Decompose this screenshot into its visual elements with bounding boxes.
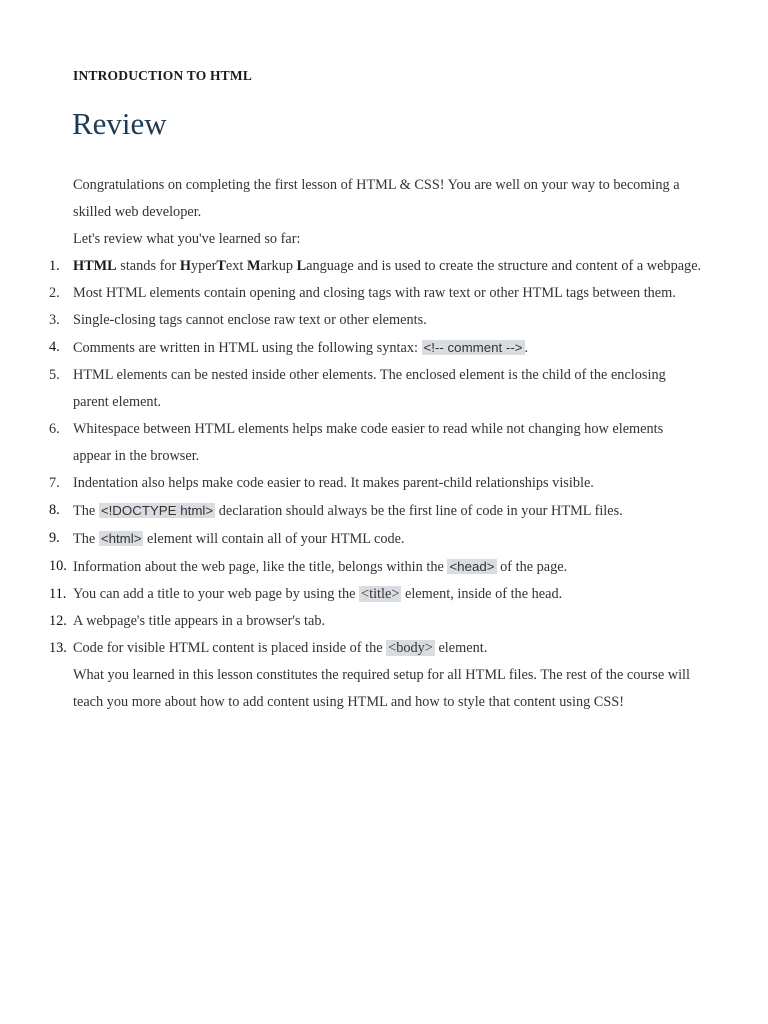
review-list-item [49, 470, 703, 497]
list-item-number: 2. [49, 285, 60, 301]
bold-text: L [296, 258, 307, 274]
list-item-text: element will contain all of your HTML code. [143, 531, 405, 547]
review-list-item [49, 280, 703, 307]
list-item-text: yper [190, 258, 217, 274]
list-item-text: Indentation also helps make code easier to read. It makes parent-child relationships visible. [73, 475, 594, 491]
list-item-number: 5. [49, 367, 60, 383]
list-item-text: Code for visible HTML content is placed inside of the [73, 640, 387, 656]
list-item-number: 6. [49, 421, 60, 437]
list-item-text: element, inside of the head. [401, 586, 563, 602]
list-item-text: ext [225, 258, 247, 274]
intro-paragraph: Congratulations on completing the first lesson of HTML & CSS! You are well on your way to becoming a skilled web developer. [73, 177, 680, 220]
list-item-text: element. [434, 640, 488, 656]
inline-code: <head> [449, 559, 495, 574]
list-item-number: 3. [49, 312, 60, 328]
outro-paragraph: What you learned in this lesson constitutes the required setup for all HTML files. The rest of the course will teach you more about how to add content using HTML and how to style that content using CSS! [73, 667, 690, 710]
list-item-text: Single-closing tags cannot enclose raw text or other elements. [73, 312, 427, 328]
bold-text: M [246, 258, 261, 274]
review-list-item [49, 581, 703, 608]
page-title: Review [72, 106, 167, 141]
lesson-body [49, 172, 703, 716]
list-item-number: 10. [49, 558, 67, 574]
review-list-item [49, 253, 703, 280]
course-label: INTRODUCTION TO HTML [73, 68, 253, 83]
list-item-number: 8. [49, 502, 60, 518]
review-list-item [49, 307, 703, 334]
review-list-item [49, 497, 703, 525]
list-item-text: of the page. [496, 559, 568, 575]
list-item-text: You can add a title to your web page by using the [73, 586, 360, 602]
list-item-text: anguage and is used to create the structure and content of a webpage. [306, 258, 702, 274]
review-list-item [49, 553, 703, 581]
review-list [49, 253, 703, 662]
review-list-item [49, 635, 703, 662]
list-item-text: Whitespace between HTML elements helps make code easier to read while not changing how elements appear in the browser. [73, 421, 664, 464]
review-list-item [49, 362, 703, 416]
inline-code: <title> [361, 586, 400, 602]
list-item-text: Most HTML elements contain opening and closing tags with raw text or other HTML tags between them. [73, 285, 676, 301]
list-item-text: Information about the web page, like the title, belongs within the [73, 559, 448, 575]
review-list-item [49, 334, 703, 362]
inline-code: <!-- comment --> [423, 340, 523, 355]
list-item-text: . [524, 340, 529, 356]
list-item-text: A webpage's title appears in a browser's tab. [73, 613, 326, 629]
list-item-number: 12. [49, 613, 67, 629]
list-item-number: 4. [49, 339, 60, 355]
intro-lead-in: Let's review what you've learned so far: [73, 231, 301, 247]
list-item-text: declaration should always be the first line of code in your HTML files. [215, 503, 623, 519]
list-item-number: 9. [49, 530, 60, 546]
review-list-item [49, 416, 703, 470]
bold-text: T [216, 258, 226, 274]
list-item-text: arkup [260, 258, 297, 274]
inline-code: <html> [100, 531, 142, 546]
list-item-text: Comments are written in HTML using the following syntax: [73, 340, 422, 356]
inline-code: <body> [388, 640, 433, 656]
list-item-number: 11. [49, 586, 67, 602]
list-item-text: The [73, 503, 99, 519]
bold-text: H [179, 258, 191, 274]
inline-code: <!DOCTYPE html> [100, 503, 214, 518]
list-item-text: The [73, 531, 99, 547]
bold-text: HTML [73, 258, 117, 274]
list-item-number: 1. [49, 258, 60, 274]
review-list-item [49, 608, 703, 635]
list-item-text: HTML elements can be nested inside other elements. The enclosed element is the child of the enclosing parent element. [73, 367, 666, 410]
list-item-text: stands for [116, 258, 180, 274]
list-item-number: 13. [49, 640, 67, 656]
review-list-item [49, 525, 703, 553]
list-item-number: 7. [49, 475, 60, 491]
